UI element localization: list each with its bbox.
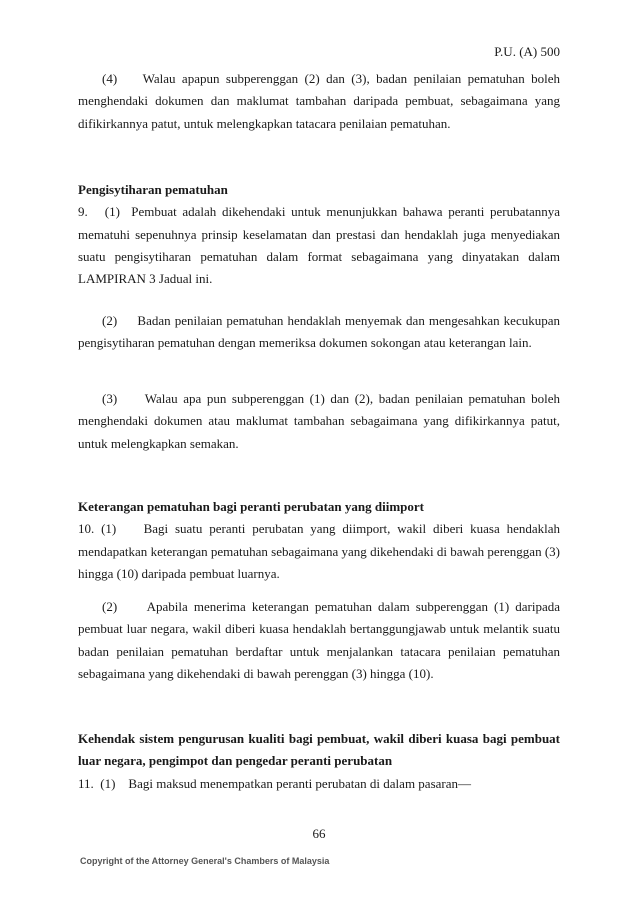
section-10-part-2 [78, 596, 564, 685]
section-11-heading: Kehendak sistem pengurusan kualiti bagi pembuat, wakil diberi kuasa bagi pembuat luar negara, pengimpot dan pengedar peranti perubatan [78, 731, 560, 769]
section-9 [78, 179, 564, 290]
paragraph-4 [78, 68, 564, 135]
section-9-subparagraph-1: 9. (1) Pembuat adalah dikehendaki untuk menunjukkan bahawa peranti perubatannya mematuhi sepenuhnya prinsip keselamatan dan prestasi dan hendaklah juga menyediakan suatu pengisytiharan pematuhan dalam format sebagaimana yang dinyatakan dalam LAMPIRAN 3 Jadual ini. [78, 204, 564, 287]
section-9-part-3 [78, 388, 564, 455]
section-11-subparagraph-1: 11. (1) Bagi maksud menempatkan peranti perubatan di dalam pasaran— [78, 775, 472, 791]
copyright-notice: Copyright of the Attorney General's Chambers of Malaysia [80, 856, 330, 866]
section-9-heading: Pengisytiharan pematuhan [78, 182, 228, 197]
page-number: 66 [312, 826, 326, 841]
section-10-subparagraph-1: 10. (1) Bagi suatu peranti perubatan yang diimport, wakil diberi kuasa hendaklah mendapatkan keterangan pematuhan sebagaimana yang dikehendaki di bawah perenggan (3) hingga (10) daripada pembuat luarnya. [78, 521, 564, 581]
subparagraph-4-text: (4) Walau apapun subperenggan (2) dan (3), badan penilaian pematuhan boleh menghendaki dokumen dan maklumat tambahan daripada pembuat, sebagaimana yang difikirkannya patut, untuk melengkapkan tatacara penilaian pematuhan. [78, 71, 564, 131]
section-9-subparagraph-3: (3) Walau apa pun subperenggan (1) dan (2), badan penilaian pematuhan boleh menghendaki dokumen atau maklumat tambahan sebagaimana yang difikirkannya patut, untuk melengkapkan semakan. [78, 391, 564, 451]
section-10 [78, 496, 564, 585]
gazette-reference: P.U. (A) 500 [494, 44, 560, 59]
section-11 [78, 728, 560, 795]
section-10-subparagraph-2: (2) Apabila menerima keterangan pematuhan dalam subperenggan (1) daripada pembuat luar negara, wakil diberi kuasa hendaklah bertanggungjawab untuk melantik suatu badan penilaian pematuhan berdaftar untuk menjalankan tatacara penilaian pematuhan sebagaimana yang dikehendaki di bawah perenggan (3) hingga (10). [78, 599, 564, 681]
section-9-part-2 [78, 310, 564, 355]
section-10-heading: Keterangan pematuhan bagi peranti perubatan yang diimport [78, 499, 424, 514]
section-9-subparagraph-2: (2) Badan penilaian pematuhan hendaklah menyemak dan mengesahkan kecukupan pengisytiharan pematuhan dengan memeriksa dokumen sokongan atau keterangan lain. [78, 313, 564, 351]
